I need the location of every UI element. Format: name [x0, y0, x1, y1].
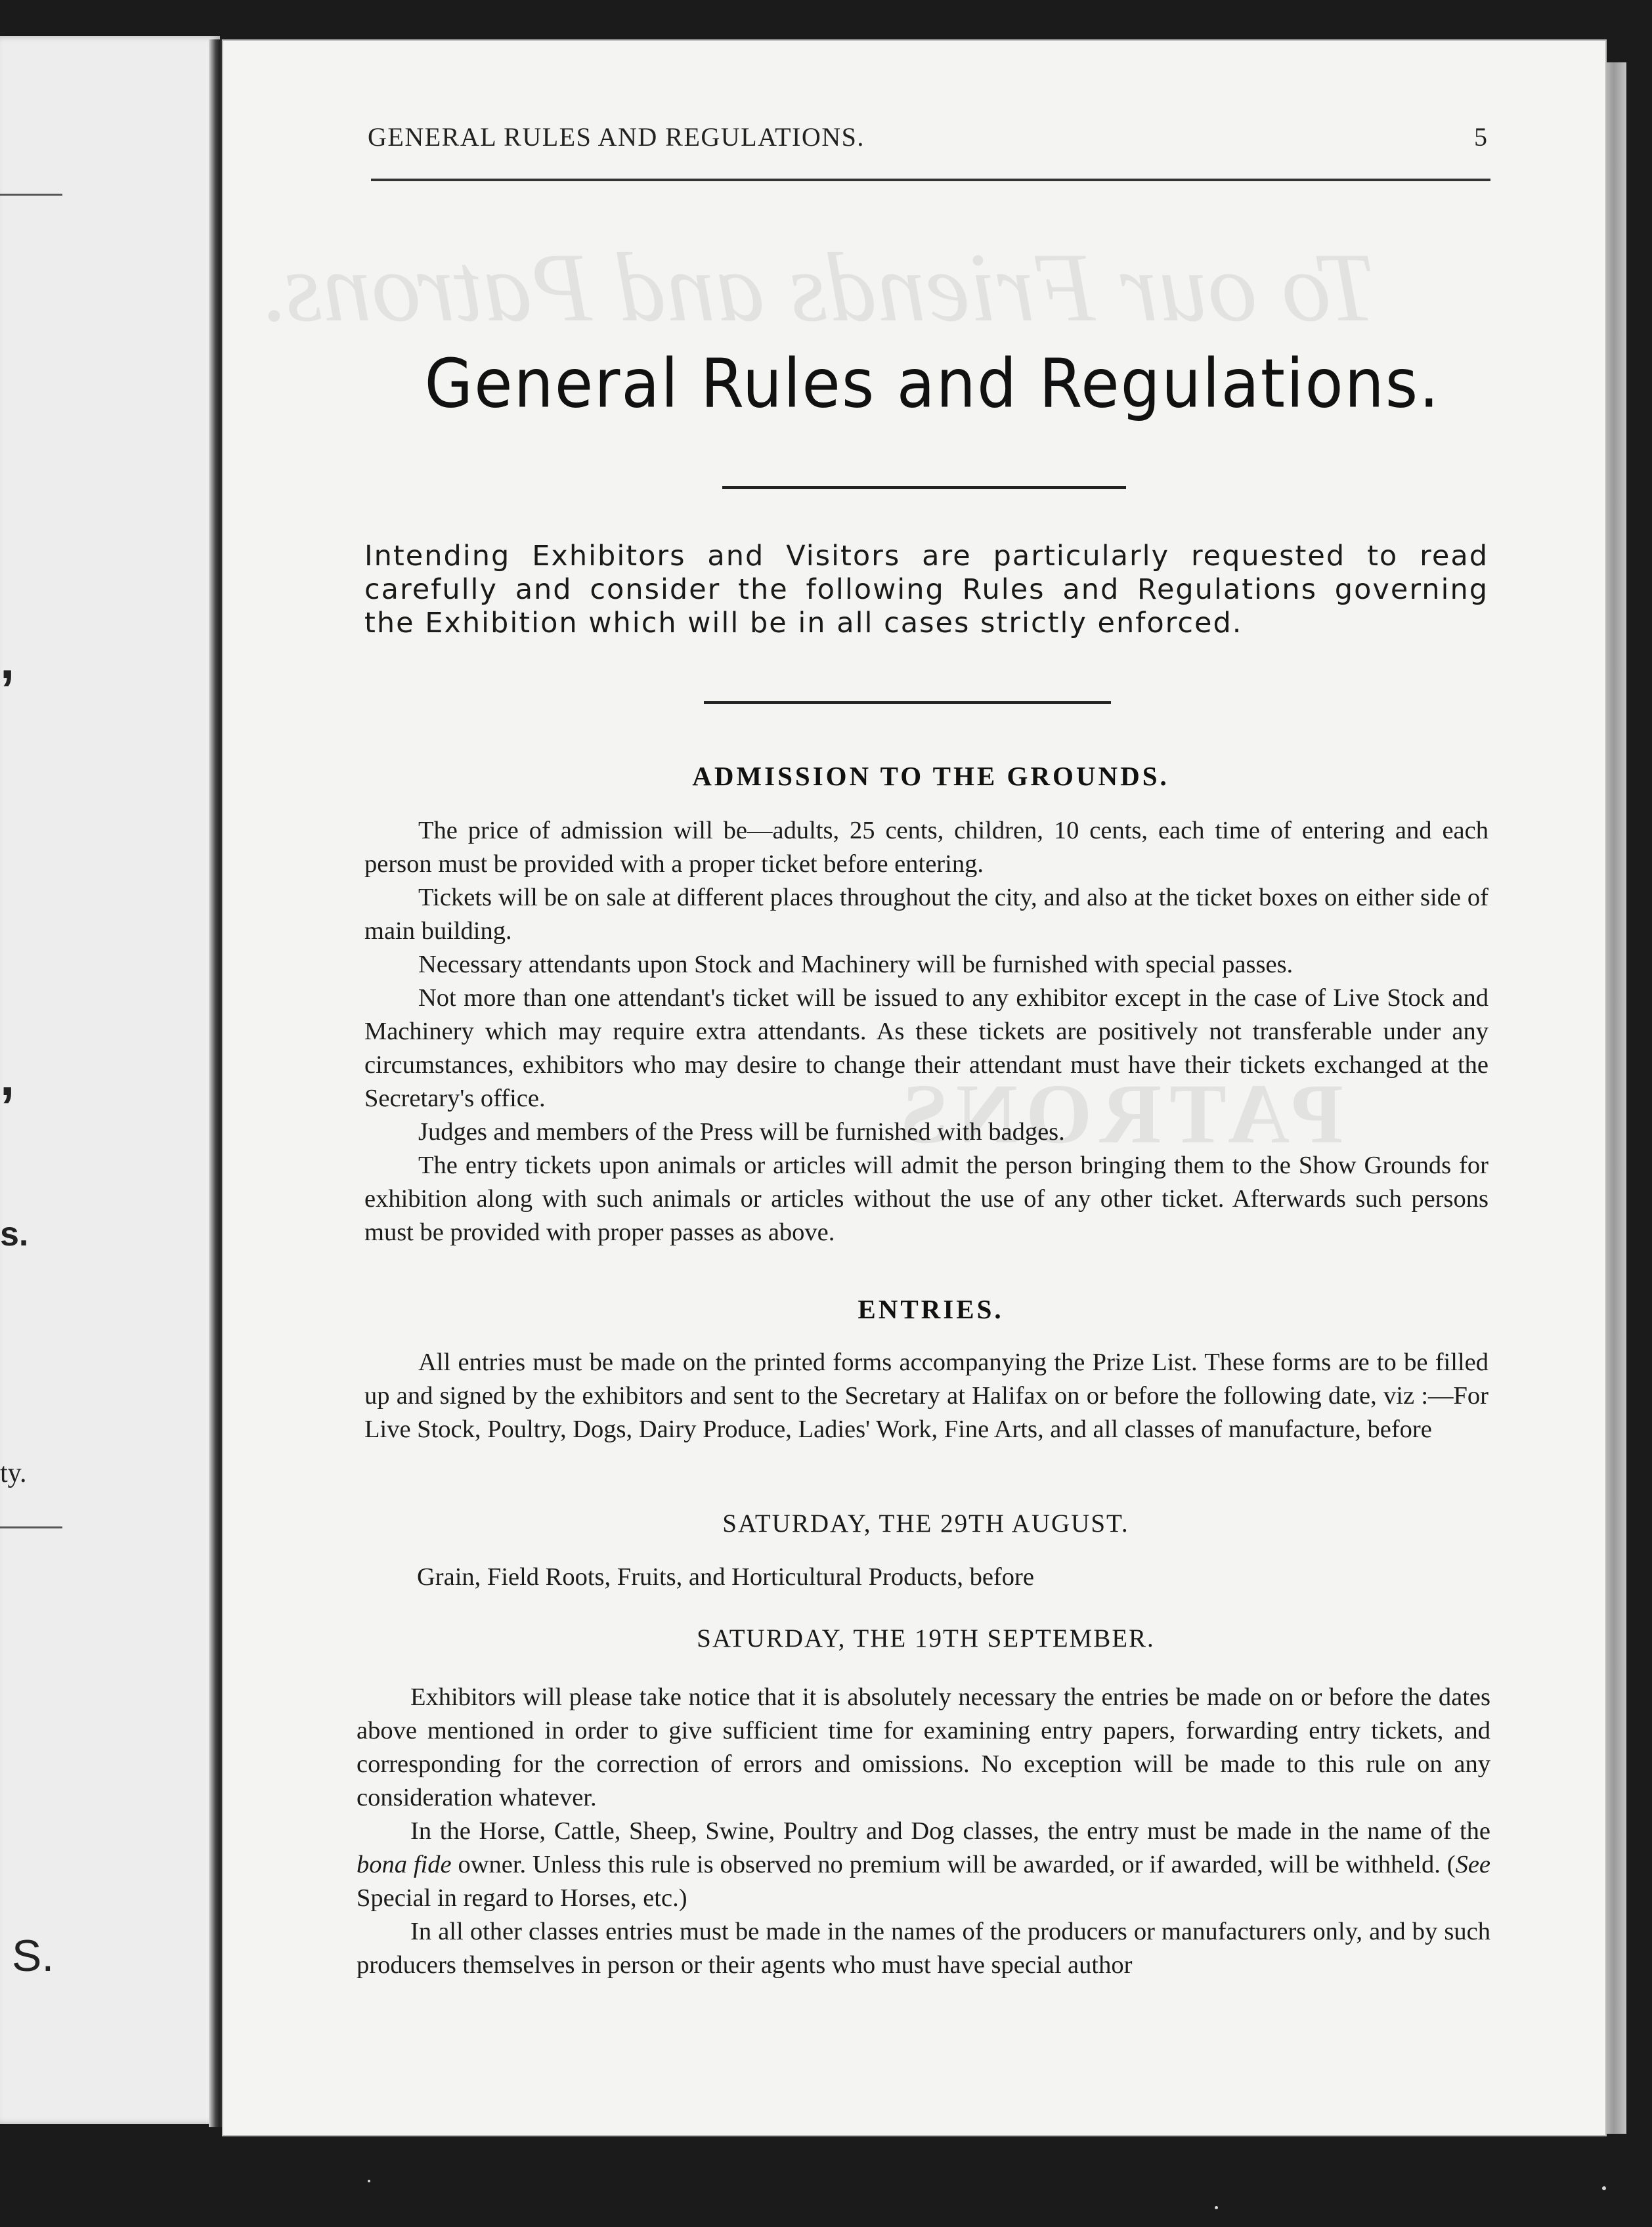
admission-paragraph: Necessary attendants upon Stock and Machinery will be furnished with special passes.	[418, 951, 1293, 978]
intro-paragraph: Intending Exhibitors and Visitors are particularly requested to read carefully and consider the following Rules and Regulations governing the Exhibition which will be in all cases strictly enforced.	[364, 540, 1489, 639]
left-page-fragment: ,	[0, 1048, 15, 1106]
admission-paragraph: Not more than one attendant's ticket will be issued to any exhibitor except in the case of Live Stock and Machinery which may require extra attendants. As these tickets are positively not transferable under any circumstances, exhibitors who may desire to change their attendant must have their tickets exchanged at the Secretary's office.	[364, 984, 1489, 1112]
left-page-rule	[0, 194, 62, 196]
admission-paragraph: The price of admission will be—adults, 25 cents, children, 10 cents, each time of entering and each person must be provided with a proper ticket before entering.	[364, 817, 1489, 878]
deadline-date: SATURDAY, THE 19TH SEPTEMBER.	[697, 1624, 1155, 1653]
left-page-fragment: ty.	[0, 1458, 27, 1488]
entries-paragraph: All entries must be made on the printed forms accompanying the Prize List. These forms are to be filled up and signed by the exhibitors and sent to the Secretary at Halifax on or before the following date, viz :—For Live Stock, Poultry, Dogs, Dairy Produce, Ladies' Work, Fine Arts, and all classes of manufacture, before	[364, 1349, 1489, 1443]
intro-rule	[704, 701, 1111, 704]
page-title: General Rules and Regulations.	[424, 345, 1441, 423]
entries-paragraph: Exhibitors will please take notice that it is absolutely necessary the entries be made on or before the dates above mentioned in order to give sufficient time for examining entry papers, forwarding entry tickets, and corresponding for the correction of errors and omissions. No exception will be made to this rule on any consideration whatever.	[357, 1683, 1490, 1811]
title-rule	[722, 486, 1126, 489]
header-rule	[371, 179, 1490, 181]
bleed-through-text: To our Friends and Patrons.	[259, 233, 1377, 342]
left-page-rule	[0, 1526, 62, 1528]
left-page-fragment: S.	[12, 1931, 54, 1981]
admission-paragraph: The entry tickets upon animals or articles will admit the person bringing them to the Show Grounds for exhibition along with such animals or articles without the use of any other ticket. Afterwards such persons must be provided with proper passes as above.	[364, 1152, 1489, 1246]
entries-text: In the Horse, Cattle, Sheep, Swine, Poultry and Dog classes, the entry must be made in the name of the	[410, 1817, 1490, 1845]
page-stack-edge	[1605, 62, 1626, 2134]
admission-heading: ADMISSION TO THE GROUNDS.	[692, 761, 1169, 791]
running-header: GENERAL RULES AND REGULATIONS.	[368, 122, 865, 152]
deadline-date: SATURDAY, THE 29TH AUGUST.	[722, 1509, 1129, 1538]
admission-section	[364, 814, 1489, 1249]
entries-italic-text: See	[1455, 1851, 1490, 1878]
bleed-through-text: PATRONS	[893, 1067, 1343, 1161]
grain-deadline-line: Grain, Field Roots, Fruits, and Horticultural Products, before	[417, 1563, 1034, 1591]
entries-text: owner. Unless this rule is observed no premium will be awarded, or if awarded, will be withheld. (	[451, 1851, 1456, 1878]
entries-section	[357, 1681, 1490, 1982]
scan-speck	[1602, 2186, 1606, 2190]
scan-speck	[368, 2180, 370, 2182]
admission-paragraph: Judges and members of the Press will be furnished with badges.	[418, 1118, 1065, 1146]
entries-paragraph	[357, 1815, 1490, 1915]
entries-italic-text: bona fide	[357, 1851, 452, 1878]
admission-paragraph: Tickets will be on sale at different places throughout the city, and also at the ticket boxes on either side of main building.	[364, 884, 1489, 945]
page-number: 5	[1474, 122, 1487, 152]
entries-paragraph: In all other classes entries must be made in the names of the producers or manufacturers only, and by such producers themselves in person or their agents who must have special author	[357, 1918, 1490, 1979]
entries-intro	[364, 1346, 1489, 1446]
previous-page	[0, 36, 220, 2124]
entries-text: Special in regard to Horses, etc.)	[357, 1884, 687, 1912]
scan-speck	[1215, 2206, 1218, 2209]
entries-heading: ENTRIES.	[858, 1294, 1004, 1324]
left-page-fragment: ,	[0, 631, 15, 689]
left-page-fragment: s.	[0, 1215, 29, 1253]
